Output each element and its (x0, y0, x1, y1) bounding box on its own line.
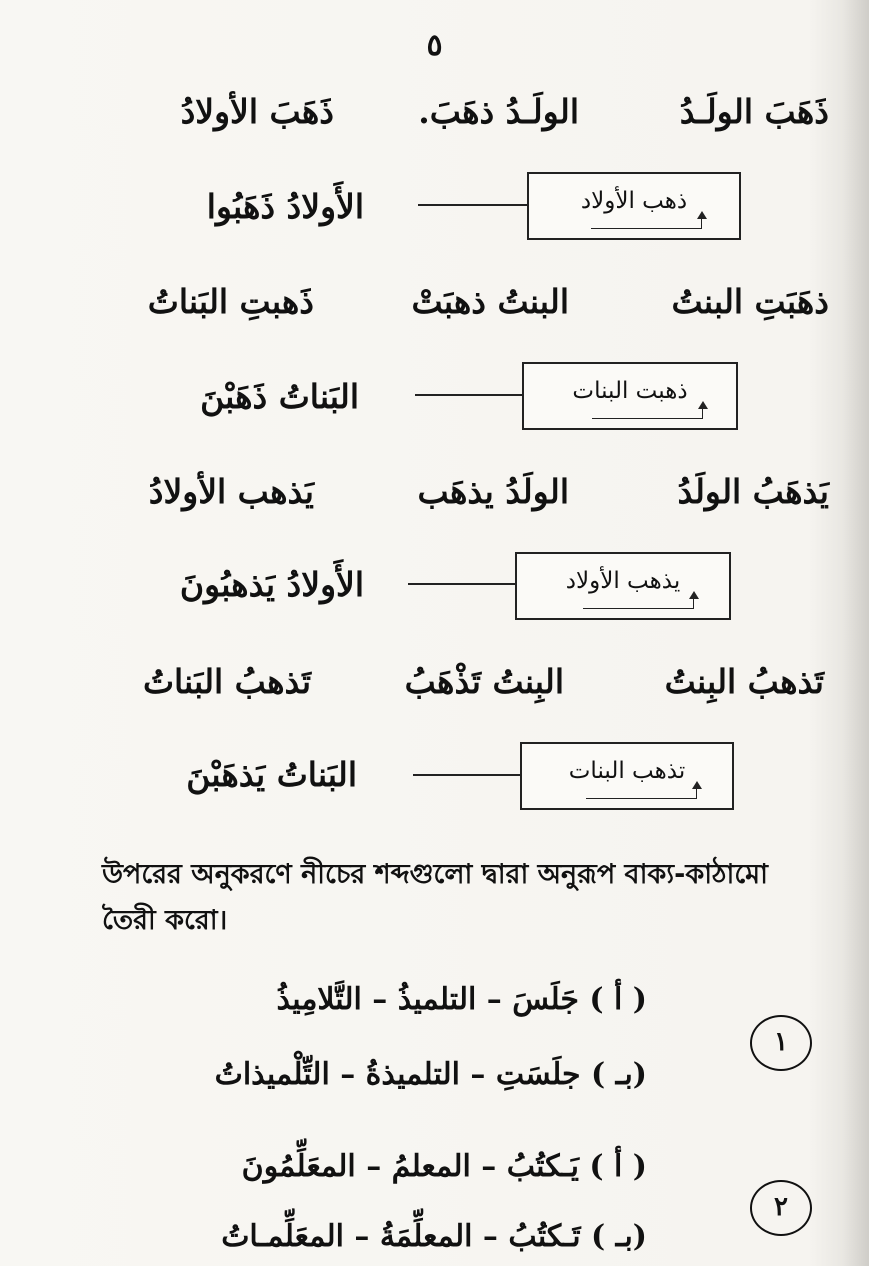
arrow-icon (592, 408, 703, 419)
instruction-line-1: উপরের অনুকরণে নীচের শব্দগুলো দ্বারা অনুরূপ বাক্য-কাঠামো (102, 859, 768, 890)
exercise-item-a: ( أ ) جَلَسَ – التلميذُ – التَّلامِيذُ (276, 982, 647, 1017)
connector-line (415, 394, 523, 396)
sentence-frame-box (522, 362, 738, 430)
exercise-number-badge: ٢ (750, 1180, 812, 1236)
connector-line (413, 774, 521, 776)
sentence-noun-first: البِنتُ تَذْهَبُ (404, 662, 564, 701)
sentence-noun-first: الولَدُ يذهَب (417, 472, 569, 511)
connector-line (418, 204, 528, 206)
sentence-verb-first: يَذهَبُ الولَدُ (677, 472, 829, 511)
sentence-plural: يَذهب الأولادُ (148, 472, 314, 511)
arrow-icon (586, 788, 697, 799)
sentence-plural: تَذهبُ البَناتُ (142, 662, 311, 701)
sentence-noun-first: الولَـدُ ذهَبَ. (418, 92, 579, 131)
sentence-frame-box (515, 552, 731, 620)
sentence-plural: ذَهبتِ البَناتُ (147, 282, 314, 321)
sentence-noun-first: البنتُ ذهبَتْ (411, 282, 569, 321)
frame-label: يذهب الأولاد (565, 568, 681, 594)
sentence-plural: ذَهَبَ الأولادُ (180, 92, 334, 131)
exercise-item-a: ( أ ) يَـكتُبُ – المعلمُ – المعَلِّمُونَ (241, 1149, 647, 1184)
sentence-verb-first: ذَهَبَ الولَـدُ (679, 92, 829, 131)
frame-label: تذهب البنات (568, 758, 686, 784)
connector-line (408, 583, 516, 585)
exercise-number-badge: ١ (750, 1015, 812, 1071)
arrow-icon (591, 218, 702, 229)
sentence-verb-first: تَذهبُ البِنتُ (664, 662, 824, 701)
frame-label: ذهبت البنات (572, 378, 688, 404)
transform-result: البَناتُ ذَهَبْنَ (200, 377, 359, 416)
sentence-frame-box (520, 742, 734, 810)
transform-result: الأَولادُ ذَهَبُوا (206, 187, 364, 226)
transform-result: البَناتُ يَذهَبْنَ (186, 755, 357, 794)
frame-label: ذهب الأولاد (580, 188, 688, 214)
instruction-line-2: তৈরী করো। (102, 905, 228, 936)
sentence-verb-first: ذهَبَتِ البنتُ (671, 282, 829, 321)
transform-result: الأَولادُ يَذهبُونَ (179, 565, 364, 604)
page-number: ٥ (426, 28, 443, 63)
exercise-item-b: (بـ ) جلَسَتِ – التلميذةُ – التِّلْميذاتُ (214, 1057, 647, 1092)
sentence-frame-box (527, 172, 741, 240)
arrow-icon (583, 598, 694, 609)
exercise-item-b: (بـ ) تَـكتُبُ – المعلِّمَةُ – المعَلِّمـاتُ (221, 1219, 647, 1254)
